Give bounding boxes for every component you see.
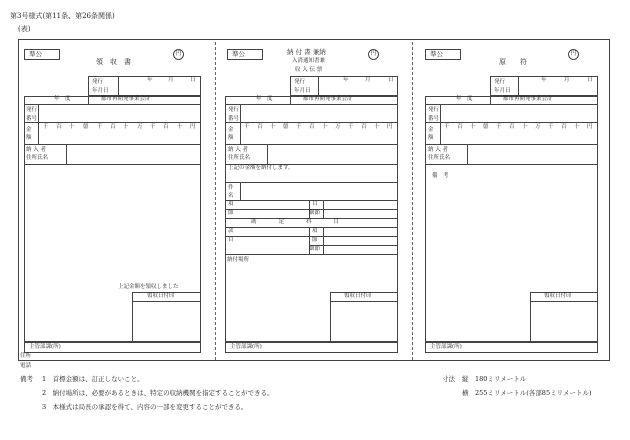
notice-title: 納 付 書 兼納 [287, 48, 326, 56]
footer-address: 住所 [20, 353, 32, 359]
notice-issue-no: 発行 番号 [228, 107, 240, 122]
notice-subtitle: 入済通知書兼 [292, 58, 326, 64]
receipt-issue-date-label: 発行 年月日 [92, 79, 109, 94]
receipt-main-box [24, 96, 201, 165]
footer-phone: 電話 [20, 363, 32, 369]
notice-saisetsu2: 細節 [309, 246, 321, 252]
original-day: 日 [587, 77, 593, 83]
notice-date-stamp-box [330, 292, 398, 342]
notice-fiscal-year: 年 度 [256, 96, 273, 102]
notice-tag: 準公 [227, 49, 263, 60]
receipt-confirm-text: 上記金額を領収しました [118, 284, 179, 290]
original-date-stamp-label: 領収日付印 [544, 293, 572, 299]
notice-setsu: 節 [228, 210, 234, 216]
notice-kanjo: 勘 定 科 目 [251, 219, 340, 225]
footer-size-label: 寸法 [442, 375, 455, 383]
notice-moku: 目 [312, 201, 318, 207]
footer-note-3: 3 本様式は局長の承認を得て、内容の一部を変更することができる。 [42, 403, 248, 411]
notice-seal-icon: 円 [368, 49, 379, 60]
original-tag: 準公 [425, 49, 461, 60]
notice-year: 年 [343, 77, 349, 83]
original-account: 都市再開発事業会計 [503, 96, 553, 102]
notice-kou2: 項 [312, 228, 318, 234]
notice-kan: 款 [228, 228, 234, 234]
form-number: 第3号様式(第11条、第26条関係) [10, 12, 115, 20]
original-dept-label: 主管部課(所) [430, 344, 462, 350]
notice-day: 日 [388, 77, 394, 83]
original-main-box [425, 96, 598, 165]
receipt-issue-no: 発行 番号 [26, 107, 38, 122]
receipt-dept-label: 主管部課(所) [29, 344, 61, 350]
notice-date-stamp-label: 領収日付印 [344, 293, 372, 299]
footer-remarks-label: 備考 [20, 375, 33, 383]
notice-dept-label: 主管部課(所) [230, 344, 262, 350]
original-amount-label: 金 額 [428, 127, 434, 141]
original-year: 年 [541, 77, 547, 83]
original-month: 月 [564, 77, 570, 83]
original-issue-no: 発行 番号 [428, 107, 440, 122]
original-title: 原 符 [499, 58, 527, 66]
footer-note-2: 2 納付場所は、必要があるときは、特定の収納機関を指定することができる。 [42, 389, 274, 397]
notice-main-box [225, 96, 398, 165]
notice-issue-date-label: 発行 年月日 [294, 79, 311, 94]
original-fiscal-year: 年 度 [456, 96, 473, 102]
notice-kou: 項 [228, 201, 234, 207]
original-date-stamp-box [530, 292, 598, 342]
footer-size-horizontal: 横 255ミリメートル(各部85ミリメートル) [462, 389, 592, 397]
notice-subtitle2: 収 入 伝 票 [295, 67, 323, 73]
footer-size-vertical: 縦 180ミリメートル [462, 375, 527, 383]
notice-moku2: 目 [228, 237, 234, 243]
footer-note-1: 1 首標金額は、訂正しないこと。 [42, 375, 144, 383]
receipt-date-stamp-label: 領収日付印 [147, 293, 175, 299]
receipt-account: 都市再開発事業会計 [101, 96, 151, 102]
receipt-payer: 納 入 者 住所氏名 [26, 147, 49, 161]
receipt-amount-label: 金 額 [26, 127, 32, 141]
side-label: (表) [18, 25, 31, 33]
receipt-day: 日 [190, 77, 196, 83]
notice-payer: 納 入 者 住所氏名 [228, 147, 251, 161]
receipt-year: 年 [147, 77, 153, 83]
receipt-month: 月 [168, 77, 174, 83]
notice-amount-label: 金 額 [228, 127, 234, 141]
receipt-seal-icon: 円 [173, 49, 184, 60]
notice-pay-place: 納付場所 [227, 257, 250, 263]
receipt-fiscal-year: 年 度 [54, 96, 71, 102]
receipt-tag: 準公 [24, 49, 60, 60]
receipt-date-stamp-box [132, 292, 201, 342]
notice-kenmei: 件 名 [228, 185, 234, 199]
original-payer: 納 入 者 住所氏名 [428, 147, 451, 161]
perforation-right [412, 42, 413, 360]
perforation-left [215, 42, 216, 360]
original-issue-date-label: 発行 年月日 [494, 79, 511, 94]
receipt-title: 領 収 書 [96, 58, 131, 66]
notice-setsu2: 節 [312, 237, 318, 243]
notice-body-text: 上記の金額を納付します。 [228, 165, 294, 171]
notice-month: 月 [365, 77, 371, 83]
notice-saisetsu: 細節 [309, 210, 321, 216]
original-seal-icon: 円 [568, 49, 579, 60]
notice-account: 都市再開発事業会計 [303, 96, 353, 102]
original-remarks: 備 考 [432, 173, 449, 179]
